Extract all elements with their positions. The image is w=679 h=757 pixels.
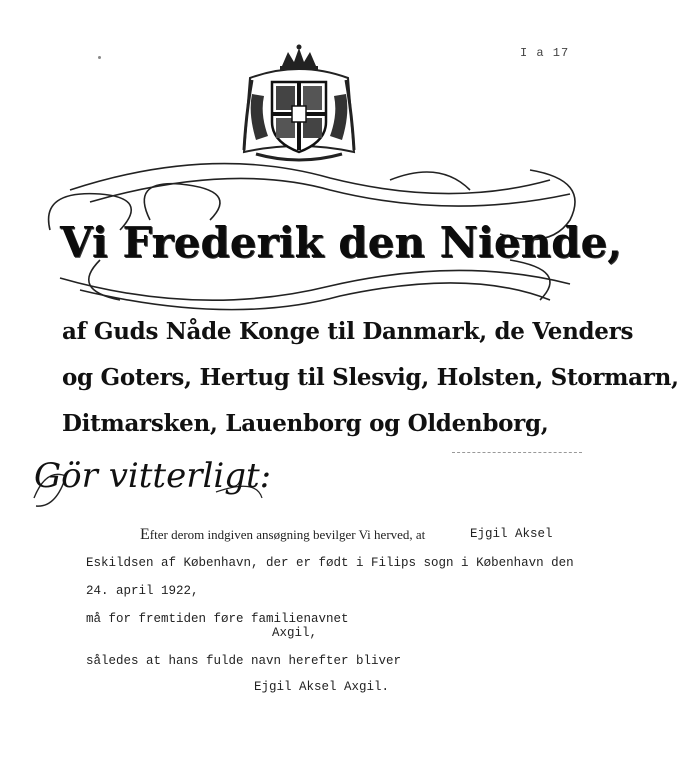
body-line-6: således at hans fulde navn herefter bliver (86, 654, 402, 668)
body-lead-text: fter derom indgiven ansøgning bevilger Vi herved, at (149, 527, 426, 542)
full-name: Ejgil Aksel Axgil. (254, 680, 390, 694)
royal-style-line-3: Ditmarsken, Lauenborg og Oldenborg, (62, 410, 549, 437)
scan-speck (98, 56, 101, 59)
dashed-rule (452, 452, 582, 453)
body-line-1-typed: Ejgil Aksel (470, 527, 553, 541)
body-line-4: må for fremtiden føre familienavnet (86, 612, 349, 626)
body-line-3: 24. april 1922, (86, 584, 199, 598)
document-title: Vi Frederik den Niende, (60, 218, 622, 267)
archive-reference: I a 17 (520, 46, 570, 60)
body-line-2: Eskildsen af København, der er født i Filips sogn i København den (86, 556, 574, 570)
proclamation-heading: Gör vitterligt: (34, 456, 272, 496)
body-line-1 (140, 526, 425, 544)
danish-royal-coat-of-arms-icon (230, 44, 368, 166)
royal-style-line-1: af Guds Nåde Konge til Danmark, de Venders (62, 318, 634, 345)
royal-style-line-2: og Goters, Hertug til Slesvig, Holsten, Stormarn, (62, 364, 679, 391)
body-lead-initial: E (140, 526, 150, 543)
new-surname: Axgil, (272, 626, 318, 640)
